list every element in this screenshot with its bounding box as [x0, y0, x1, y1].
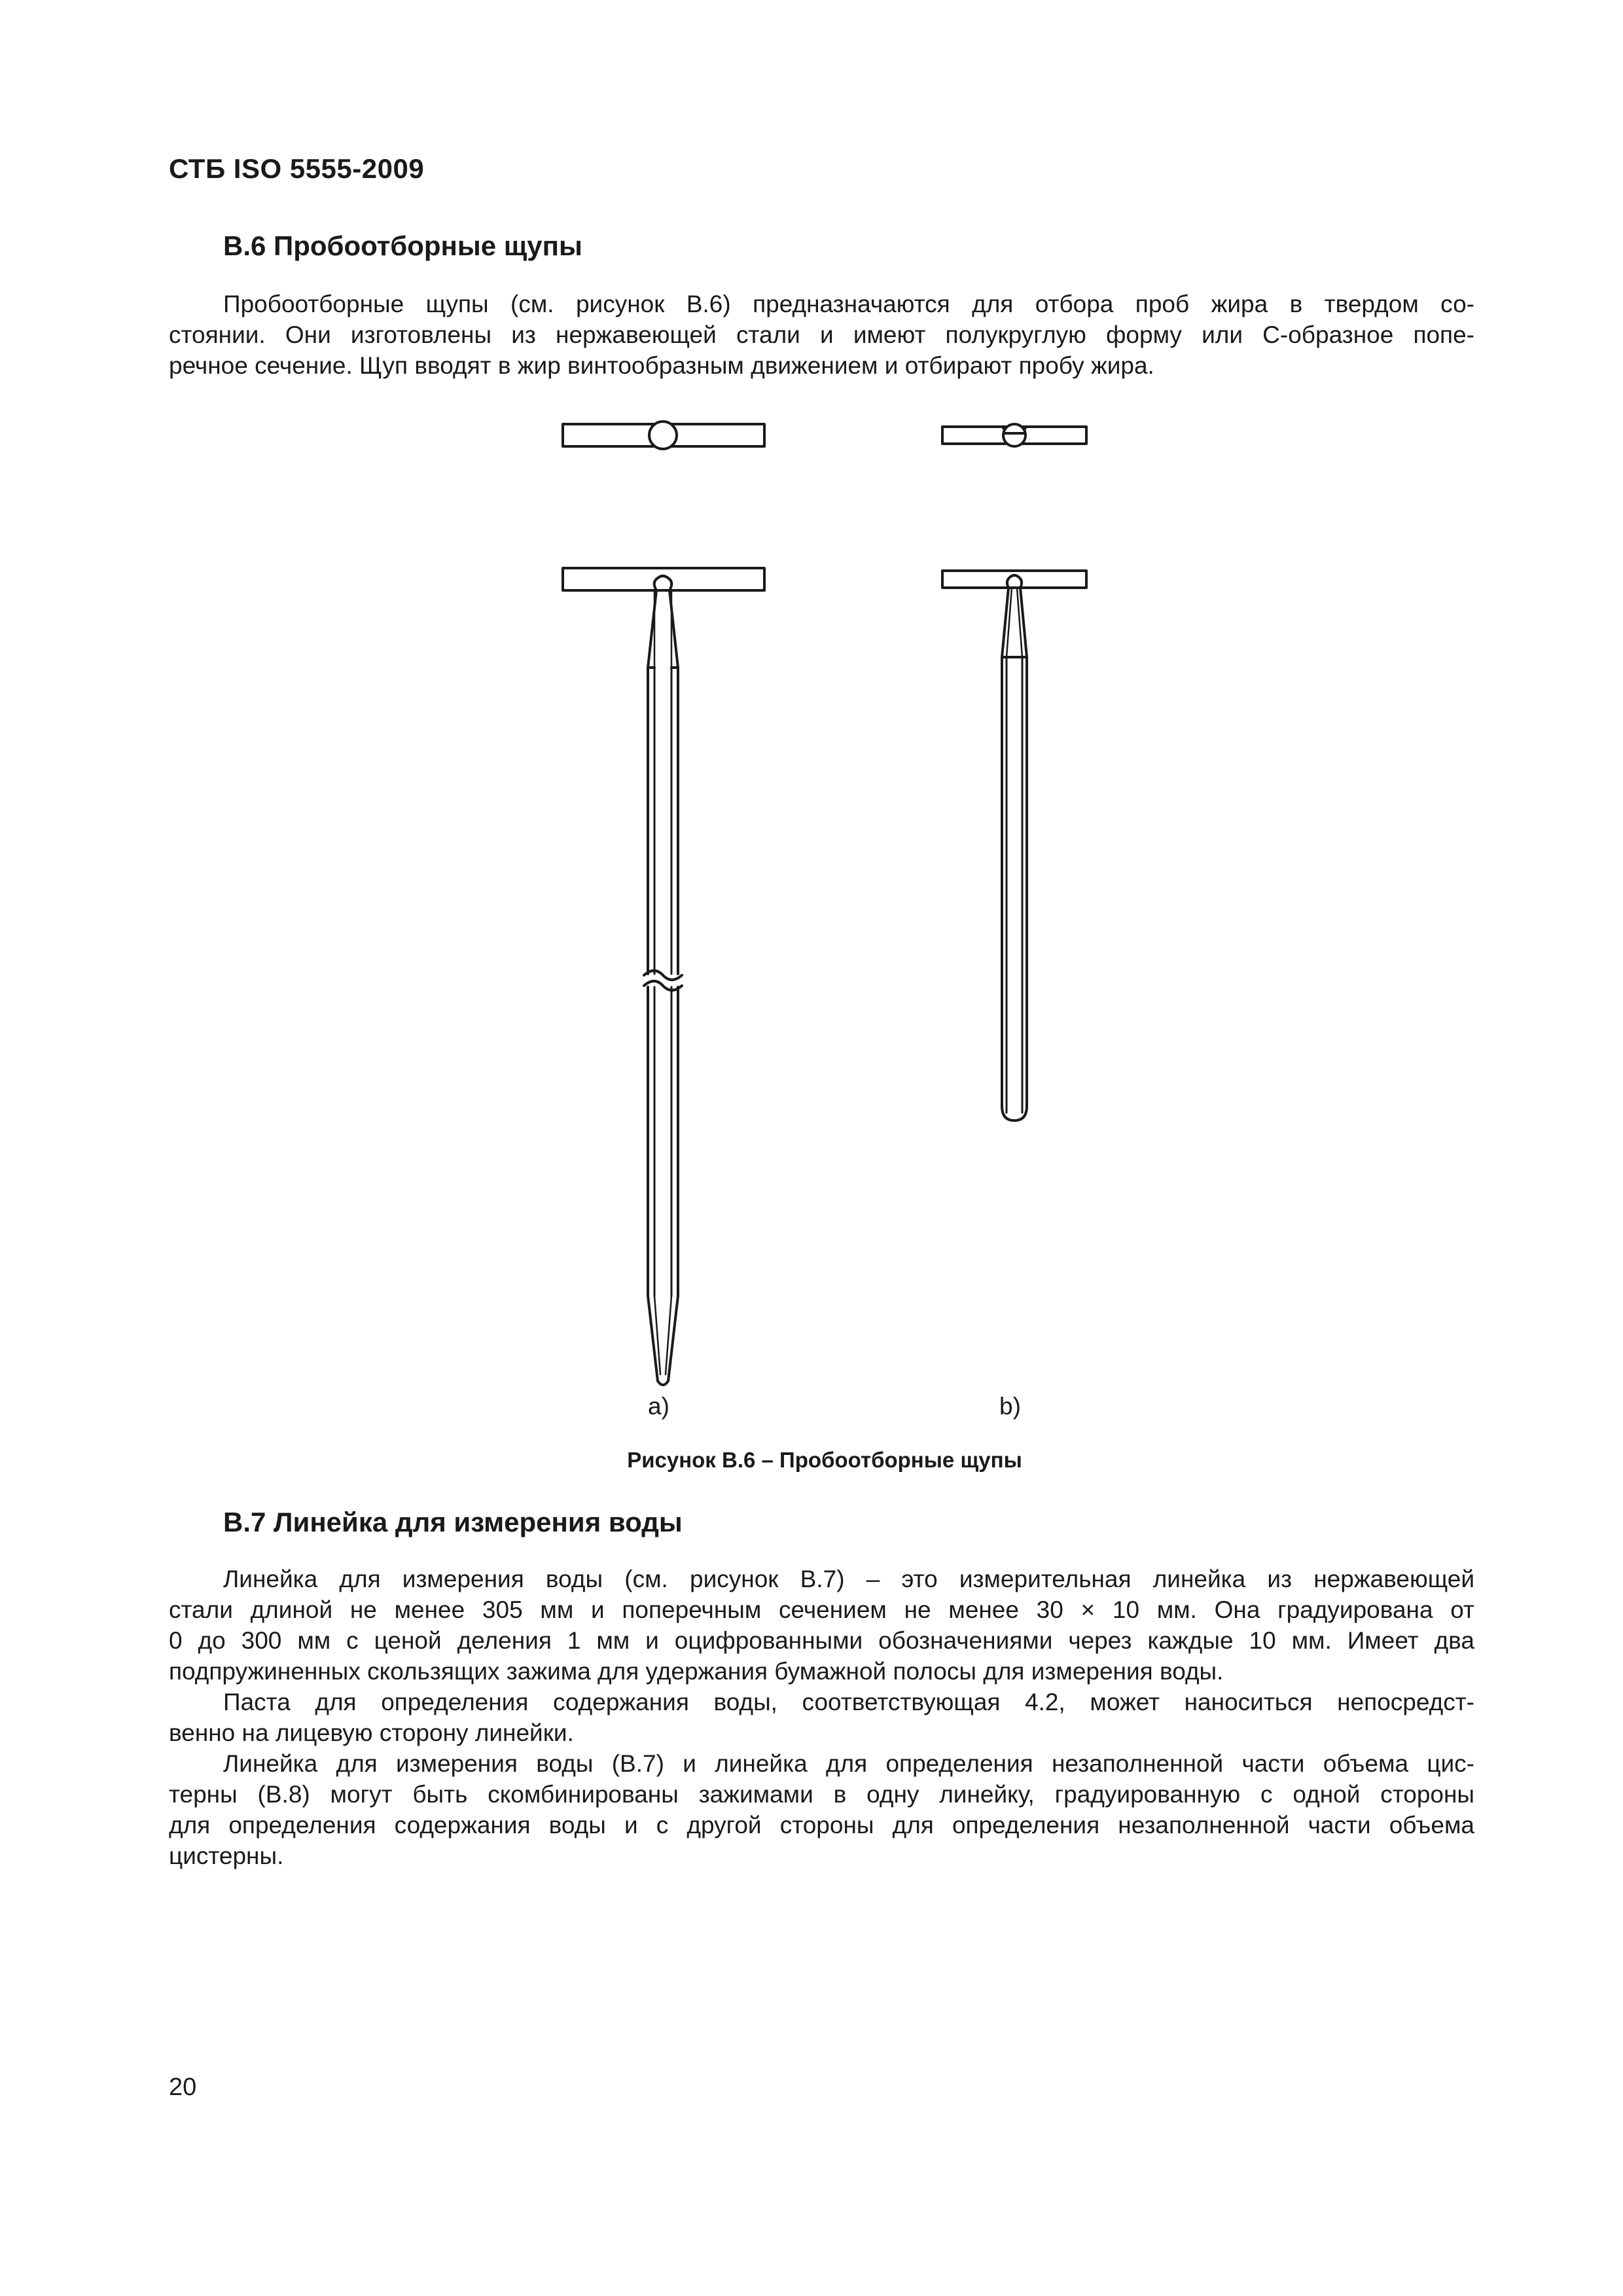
figure-label-a: a): [648, 1393, 669, 1420]
text-line: терны (В.8) могут быть скомбинированы зажимами в одну линейку, градуированную с одной стороны: [169, 1781, 1474, 1808]
document-standard-header: СТБ ISO 5555-2009: [169, 153, 425, 184]
probe-b-top-view: [942, 424, 1086, 446]
text-line: для определения содержания воды и с другой стороны для определения незаполненной части объема: [169, 1812, 1474, 1839]
text-line: подпружиненных скользящих зажима для удержания бумажной полосы для измерения воды.: [169, 1658, 1224, 1685]
text-line: Паста для определения содержания воды, соответствующая 4.2, может наноситься непосредст-: [223, 1689, 1474, 1715]
text-line: венно на лицевую сторону линейки.: [169, 1719, 574, 1746]
section-b7-paragraph-3: [169, 1748, 1474, 1871]
figure-label-b: b): [999, 1393, 1021, 1420]
section-b7-paragraph-1: [169, 1564, 1474, 1687]
probe-b-side-view: [942, 571, 1086, 1121]
text-line: стоянии. Они изготовлены из нержавеющей стали и имеют полукруглую форму или С-образное попе-: [169, 321, 1474, 348]
text-line: Линейка для измерения воды (см. рисунок В.7) – это измерительная линейка из нержавеющей: [223, 1566, 1474, 1592]
section-b7-title: В.7 Линейка для измерения воды: [223, 1507, 683, 1537]
text-line: стали длиной не менее 305 мм и поперечным сечением не менее 30 × 10 мм. Она градуирована от: [169, 1596, 1474, 1623]
text-line: речное сечение. Щуп вводят в жир винтообразным движением и отбирают пробу жира.: [169, 352, 1154, 379]
probe-a-top-view: [563, 422, 764, 449]
text-line: цистерны.: [169, 1842, 284, 1869]
probe-a-side-view: [563, 568, 764, 1385]
section-b6-paragraph: [169, 289, 1474, 381]
text-line: Пробоотборные щупы (см. рисунок В.6) предназначаются для отбора проб жира в твердом со-: [223, 291, 1474, 317]
section-b6-title: В.6 Пробоотборные щупы: [223, 230, 582, 261]
text-line: 0 до 300 мм с ценой деления 1 мм и оцифрованными обозначениями через каждые 10 мм. Имеет два: [169, 1627, 1474, 1654]
figure-b6-caption: Рисунок В.6 – Пробоотборные щупы: [627, 1448, 1022, 1472]
text-line: Линейка для измерения воды (В.7) и линейка для определения незаполненной части объема цис-: [223, 1750, 1474, 1777]
page-number: 20: [169, 2073, 197, 2101]
section-b7-paragraph-2: [169, 1687, 1474, 1748]
